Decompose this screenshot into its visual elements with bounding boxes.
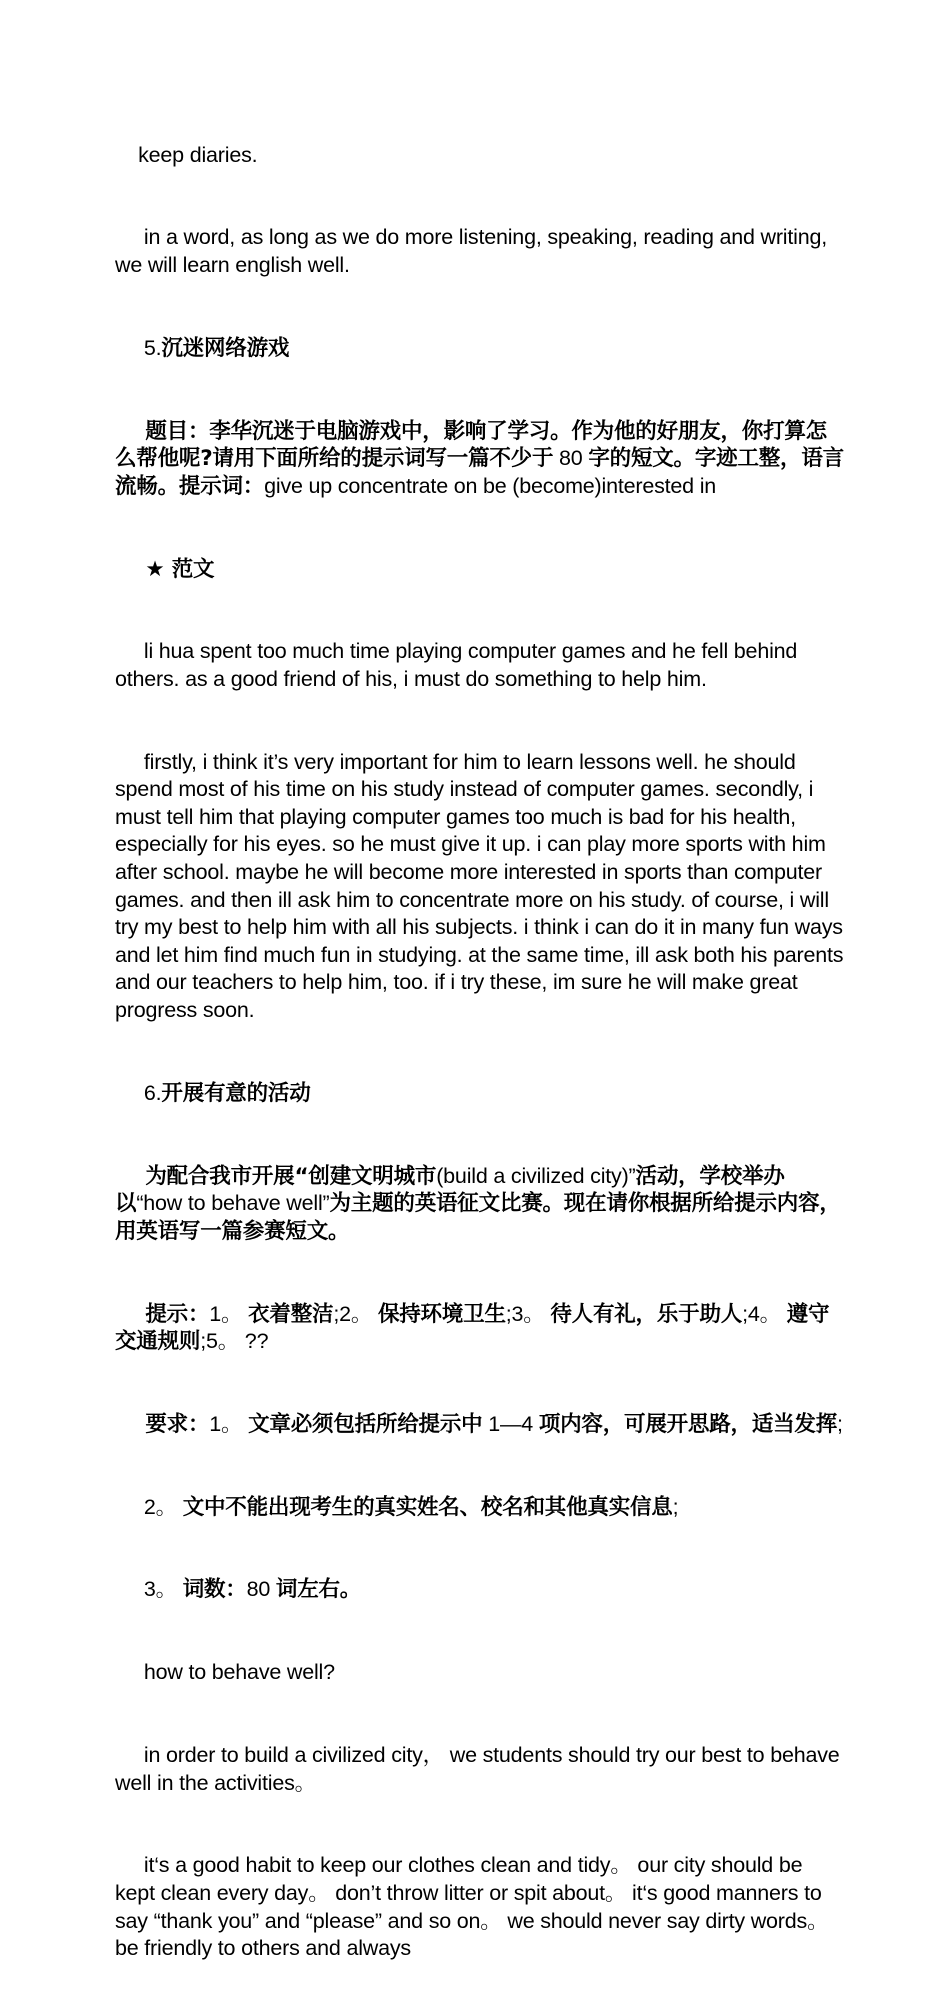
text-segment: 词左右。 — [275, 1577, 362, 1603]
section-title: 沉迷网络游戏 — [161, 335, 290, 361]
text-segment: li hua spent too much time playing computer games and he fell behind others. as a good friend of his, i must do something to help him. — [115, 639, 803, 691]
text-segment: 2。 — [138, 1494, 183, 1519]
paragraph — [115, 611, 845, 721]
text-segment: 80 — [246, 1577, 276, 1602]
hints-paragraph — [115, 1273, 845, 1383]
section-title: 开展有意的活动 — [161, 1080, 311, 1106]
text-segment: 1。 — [209, 1301, 249, 1326]
text-segment: give up concentrate on be (become)interested in — [264, 473, 717, 498]
text-segment: 题目：李华沉迷于电脑游戏中，影响了学习。作为他的好朋友，你打算怎么帮他呢?请用下面所给的提示词写一篇不少于 — [115, 418, 827, 472]
text-segment: 待人有礼，乐于助人 — [550, 1301, 743, 1327]
text-segment: 要求： — [138, 1411, 210, 1437]
text-segment: 活动，学校举办以 — [115, 1163, 785, 1217]
text-segment: it‘s a good habit to keep our clothes clean and tidy。 our city should be kept clean every day。 don’t throw litter or spit about。 it‘s good manners to say “thank you” and “please” and so on。 we should never say dirty words。 be friendly to others and always — [115, 1853, 835, 1961]
paragraph — [115, 1714, 845, 1824]
text-segment: 1—4 — [482, 1411, 539, 1436]
text-segment: 项内容，可展开思路，适当发挥 — [538, 1411, 838, 1437]
requirements-paragraph — [115, 1549, 845, 1632]
requirements-paragraph — [115, 1466, 845, 1549]
text-segment: 遵守交通规则 — [115, 1301, 830, 1355]
text-segment: ;3。 — [505, 1301, 551, 1326]
text-segment: 衣着整洁 — [248, 1301, 334, 1327]
star-heading: ★ 范文 — [138, 556, 215, 582]
text-segment: 为配合我市开展“创建文明城市 — [138, 1163, 437, 1189]
text-segment: ;5。 ?? — [200, 1329, 269, 1354]
text-segment: in a word, as long as we do more listening, speaking, reading and writing, we will learn english well. — [115, 225, 833, 277]
text-segment: firstly, i think it’s very important for him to learn lessons well. he should spend most of his time on his study instead of computer games. secondly, i must tell him that playing computer games too much is bad for his health, especially for his eyes. so he must give it up. i can play more sports with him after school. maybe he will become more interested in sports than computer games. and then ill ask him to concentrate more on his study. of course, i will try my best to help him with all his subjects. i think i can do it in many fun ways and let him find much fun in studying. at the same time, ill ask both his parents and our teachers to help him, too. if i try these, im sure he will make great progress soon. — [115, 749, 850, 1022]
text-segment: 80 — [553, 446, 589, 471]
requirements-paragraph — [115, 1383, 845, 1466]
section-heading — [115, 1052, 845, 1135]
prompt-paragraph — [115, 390, 845, 528]
paragraph — [115, 1825, 845, 1990]
text-segment: “how to behave well” — [136, 1191, 330, 1216]
section-number: 6. — [138, 1080, 162, 1105]
text-segment: ;4。 — [742, 1301, 787, 1326]
section-number: 5. — [138, 335, 162, 360]
text-segment: ;2。 — [333, 1301, 378, 1326]
text-segment: 1。 — [209, 1411, 249, 1436]
text-segment: keep diaries. — [138, 142, 258, 167]
text-segment: 提示： — [138, 1301, 210, 1327]
text-segment: ; — [672, 1494, 679, 1519]
sample-heading — [115, 528, 845, 611]
text-segment: 3。 — [138, 1577, 183, 1602]
text-segment: ; — [837, 1411, 843, 1436]
paragraph — [115, 114, 845, 197]
paragraph — [115, 721, 850, 1052]
text-segment: 为主题的英语征文比赛。现在请你根据所给提示内容，用英语写一篇参赛短文。 — [115, 1191, 841, 1244]
text-segment: 保持环境卫生 — [377, 1301, 506, 1327]
essay-title — [115, 1632, 845, 1715]
prompt-paragraph — [115, 1135, 845, 1273]
document-page — [115, 114, 850, 1990]
text-segment: 文章必须包括所给提示中 — [248, 1411, 483, 1437]
text-segment: in order to build a civilized city， we students should try our best to behave well in the activities。 — [115, 1743, 846, 1795]
text-segment: how to behave well? — [138, 1660, 335, 1685]
text-segment: 文中不能出现考生的真实姓名、校名和其他真实信息 — [182, 1494, 673, 1520]
text-segment: 词数： — [182, 1577, 247, 1603]
paragraph — [115, 197, 845, 307]
text-segment: 字的短文。字迹工整，语言流畅。提示词： — [115, 446, 844, 499]
section-heading — [115, 307, 845, 390]
text-segment: (build a civilized city)” — [436, 1163, 636, 1188]
